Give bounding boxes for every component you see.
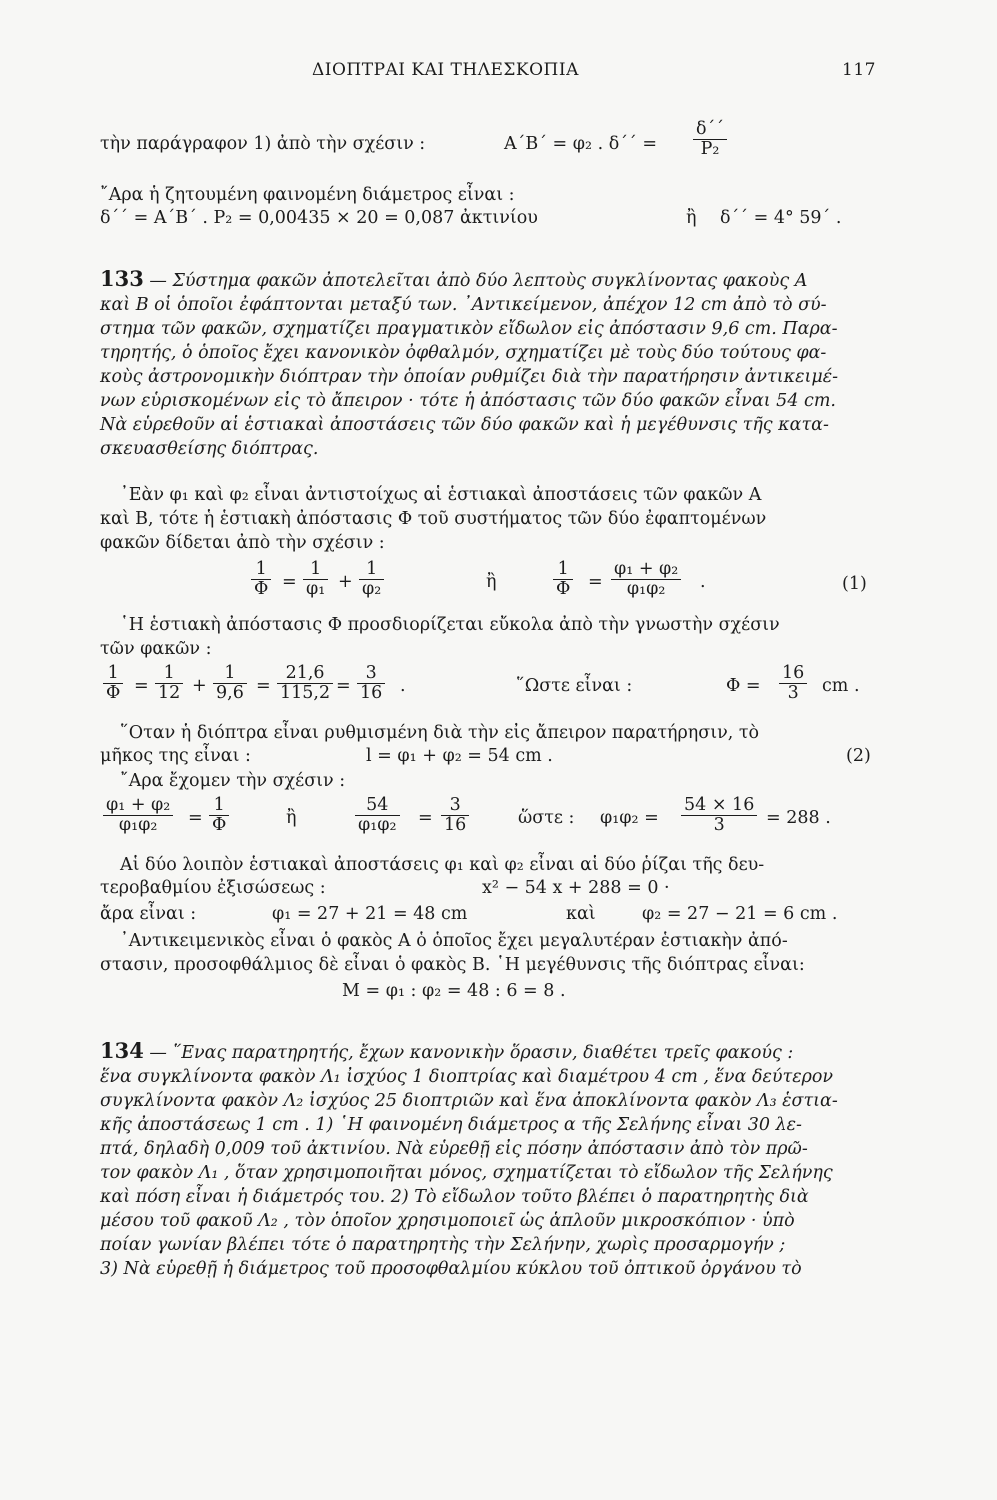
problem-134-line: κῆς ἀποστάσεως 1 cm . 1) ῾Η φαινομένη διάμετρος α τῆς Σελήνης εἶναι 30 λε- <box>100 1115 802 1135</box>
problem-134-line: ποίαν γωνίαν βλέπει τότε ὁ παρατηρητὴς τὴν Σελήνην, χωρὶς προσαρμογήν ; <box>100 1235 786 1255</box>
solution-line: φακῶν δίδεται ἀπὸ τὴν σχέσιν : <box>100 533 385 553</box>
solution-line: τῶν φακῶν : <box>100 639 212 659</box>
problem-134-line: πτά, δηλαδὴ 0,009 τοῦ ἀκτινίου. Νὰ εὑρεθῇ εἰς πόσην ἀπόστασιν ἀπὸ τὸν πρῶ- <box>100 1139 808 1159</box>
problem-133-line: σκευασθείσης διόπτρας. <box>100 439 319 459</box>
magnification-result: M = φ₁ : φ₂ = 48 : 6 = 8 . <box>342 981 566 1001</box>
problem-number: 133 <box>100 266 144 291</box>
running-title: ΔΙΟΠΤΡΑΙ ΚΑΙ ΤΗΛΕΣΚΟΠΙΑ <box>312 60 579 80</box>
equation-3: $\frac{\text{φ₁ + φ₂}}{\text{φ₁φ₂}}$ = $\frac{1}{\Phi}$ ἢ $\frac{54}{\text{φ₁φ₂}}$ = $\frac{3}{16}$ ὥστε : φ₁φ₂ = $\frac{54 \times 16}{3}$ = 288 . <box>100 796 906 848</box>
solution-line: ᾿Εὰν φ₁ καὶ φ₂ εἶναι ἀντιστοίχως αἱ ἑστιακαὶ ἀποστάσεις τῶν φακῶν A <box>120 485 762 505</box>
top-line-2: ῎Αρα ἡ ζητουμένη φαινομένη διάμετρος εἶναι : <box>100 185 515 205</box>
fraction: $\frac{\delta΄΄}{\text{P₂}}$ <box>693 120 727 159</box>
solution-line: ῎Αρα ἔχομεν τὴν σχέσιν : <box>120 771 346 791</box>
problem-133-line: νων εὑρισκομένων εἰς τὸ ἄπειρον · τότε ἡ ἀπόστασις τῶν δύο φακῶν εἶναι 54 cm. <box>100 391 836 411</box>
solution-line: Αἱ δύο λοιπὸν ἑστιακαὶ ἀποστάσεις φ₁ καὶ φ₂ εἶναι αἱ δύο ῥίζαι τῆς δευ- <box>120 855 765 875</box>
solution-line: στασιν, προσοφθάλμιος δὲ εἶναι ὁ φακὸς B. ῾Η μεγέθυνσις τῆς διόπτρας εἶναι: <box>100 955 805 975</box>
top-line-1: τὴν παράγραφον 1) ἀπὸ τὴν σχέσιν : A΄B΄ = φ₂ . δ΄΄ = $\frac{\delta΄΄}{\text{P₂}}$ <box>100 132 906 178</box>
equation-1: $\frac{1}{\Phi}$ = $\frac{1}{\text{φ₁}}$ + $\frac{1}{\text{φ₂}}$ ἢ $\frac{1}{\Phi}$ = $\frac{\text{φ₁ + φ₂}}{\text{φ₁φ₂}}$ . (1) <box>100 560 906 610</box>
equation-label: (1) <box>842 574 867 594</box>
problem-133-line: καὶ B οἱ ὁποῖοι ἐφάπτονται μεταξύ των. ᾿Αντικείμενον, ἀπέχον 12 cm ἀπὸ τὸ σύ- <box>100 295 827 315</box>
book-page: ΔΙΟΠΤΡΑΙ ΚΑΙ ΤΗΛΕΣΚΟΠΙΑ 117 τὴν παράγραφον 1) ἀπὸ τὴν σχέσιν : A΄B΄ = φ₂ . δ΄΄ = $\frac{\delta΄΄}{\text{P₂}}$ ῎Αρα ἡ ζητουμένη φαινομένη διάμετρος εἶναι : δ΄΄ = A΄B΄ . P₂ = 0,00435 × 20 = 0,087 ἀκτινίου ἢ δ΄΄ = 4° 59΄ . 133 — Σύστημα φακῶν ἀποτελεῖται ἀπὸ δύο λεπτοὺς συγκλίνοντας φακοὺς A καὶ B οἱ ὁποῖοι ἐφάπτονται μεταξύ των. ᾿Αντικείμενον, ἀπέχον 12 cm ἀπὸ τὸ σύ- στημα τῶν φακῶν, σχηματίζει πραγματικὸν εἴδωλον εἰς ἀπόστασιν 9,6 cm. Παρα- τηρητής, ὁ ὁποῖος ἔχει κανονικὸν ὀφθαλμόν, σχηματίζει μὲ τοὺς δύο τούτους φα- κοὺς ἀστρονομικὴν διόπτραν τὴν ὁποίαν ρυθμίζει διὰ τὴν παρατήρησιν ἀντικειμέ- νων εὑρισκομένων εἰς τὸ ἄπειρον · τότε ἡ ἀπόστασις τῶν δύο φακῶν εἶναι 54 cm. Νὰ εὑρεθοῦν αἱ ἑστιακαὶ ἀποστάσεις τῶν δύο φακῶν καὶ ἡ μεγέθυνσις τῆς κατα- σκευασθείσης διόπτρας. ᾿Εὰν φ₁ καὶ φ₂ εἶναι ἀντιστοίχως αἱ ἑστιακαὶ ἀποστάσεις τῶν φακῶν A καὶ B, τότε ἡ ἑστιακὴ ἀπόστασις Φ τοῦ συστήματος τῶν δύο ἐφαπτομένων φακῶν δίδεται ἀπὸ τὴν σχέσιν : $\frac{1}{\Phi}$ = $\frac{1}{\text{φ₁}}$ + $\frac{1}{\text{φ₂}}$ ἢ $\frac{1}{\Phi}$ = $\frac{\text{φ₁ + φ₂}}{\text{φ₁φ₂}}$ . (1) ῾Η ἑστιακὴ ἀπόστασις Φ προσδιορίζεται εὔκολα ἀπὸ τὴν γνωστὴν σχέσιν τῶν φακῶν : $\frac{1}{\Phi}$ = $\frac{1}{12}$ + $\frac{1}{9,6}$ = $\frac{21,6}{115,2}$ = $\frac{3}{16}$ . ῞Ωστε εἶναι : Φ = $\frac{16}{3}$ cm . ῞Οταν ἡ διόπτρα εἶναι ρυθμισμένη διὰ τὴν εἰς ἄπειρον παρατήρησιν, τὸ μῆκος της εἶναι : l = φ₁ + φ₂ = 54 cm . (2) ῎Αρα ἔχομεν τὴν σχέσιν : $\frac{\text{φ₁ + φ₂}}{\text{φ₁φ₂}}$ = $\frac{1}{\Phi}$ ἢ $\frac{54}{\text{φ₁φ₂}}$ = $\frac{3}{16}$ ὥστε : φ₁φ₂ = $\frac{54 \times 16}{3}$ = 288 . Αἱ δύο λοιπὸν ἑστιακαὶ ἀποστάσεις φ₁ καὶ φ₂ εἶναι αἱ δύο ῥίζαι τῆς δευ- τεροβαθμίου ἐξισώσεως : x² − 54 x + 288 = 0 · ἄρα εἶναι : φ₁ = 27 + 21 = 48 cm καὶ φ₂ = 27 − 21 = 6 cm . ᾿Αντικειμενικὸς εἶναι ὁ φακὸς A ὁ ὁποῖος ἔχει μεγαλυτέραν ἑστιακὴν ἀπό- στασιν, προσοφθάλμιος δὲ εἶναι ὁ φακὸς B. ῾Η μεγέθυνσις τῆς διόπτρας εἶναι: M = φ₁ : φ₂ = 48 : 6 = 8 . 134 — ῞Ενας παρατηρητής, ἔχων κανονικὴν ὅρασιν, διαθέτει τρεῖς φακούς : ἕνα συγκλίνοντα φακὸν Λ₁ ἰσχύος 1 διοπτρίας καὶ διαμέτρου 4 cm , ἕνα δεύτερον συγκλίνοντα φακὸν Λ₂ ἰσχύος 25 διοπτριῶν καὶ ἕνα ἀποκλίνοντα φακὸν Λ₃ ἑστια- κῆς ἀποστάσεως 1 cm . 1) ῾Η φαινομένη διάμετρος α τῆς Σελήνης εἶναι 30 λε- πτά, δηλαδὴ 0,009 τοῦ ἀκτινίου. Νὰ εὑρεθῇ εἰς πόσην ἀπόστασιν ἀπὸ τὸν πρῶ- τον φακὸν Λ₁ , ὅταν χρησιμοποιῆται μόνος, σχηματίζεται τὸ εἴδωλον τῆς Σελήνης καὶ πόση εἶναι ἡ διάμετρός του. 2) Τὸ εἴδωλον τοῦτο βλέπει ὁ παρατηρητὴς διὰ μέσου τοῦ φακοῦ Λ₂ , τὸν ὁποῖον χρησιμοποιεῖ ὡς ἁπλοῦν μικροσκόπιον · ὑπὸ ποίαν γωνίαν βλέπει τότε ὁ παρατηρητὴς τὴν Σελήνην, χωρὶς προσαρμογήν ; 3) Νὰ εὑρεθῇ ἡ διάμετρος τοῦ προσοφθαλμίου κύκλου τοῦ ὀπτικοῦ ὀργάνου τὸ <box>0 0 997 1500</box>
solution-line: καὶ B, τότε ἡ ἑστιακὴ ἀπόστασις Φ τοῦ συστήματος τῶν δύο ἐφαπτομένων <box>100 509 767 529</box>
problem-133-line: κοὺς ἀστρονομικὴν διόπτραν τὴν ὁποίαν ρυθμίζει διὰ τὴν παρατήρησιν ἀντικειμέ- <box>100 367 839 387</box>
solution-line: ῞Οταν ἡ διόπτρα εἶναι ρυθμισμένη διὰ τὴν εἰς ἄπειρον παρατήρησιν, τὸ <box>120 723 760 743</box>
equation-2: $\frac{1}{\Phi}$ = $\frac{1}{12}$ + $\frac{1}{9,6}$ = $\frac{21,6}{115,2}$ = $\frac{3}{16}$ . ῞Ωστε εἶναι : Φ = $\frac{16}{3}$ cm . <box>100 664 906 716</box>
page-number: 117 <box>842 60 876 80</box>
problem-134-line: καὶ πόση εἶναι ἡ διάμετρός του. 2) Τὸ εἴδωλον τοῦτο βλέπει ὁ παρατηρητὴς διὰ <box>100 1187 809 1207</box>
problem-133-line: τηρητής, ὁ ὁποῖος ἔχει κανονικὸν ὀφθαλμόν, σχηματίζει μὲ τοὺς δύο τούτους φα- <box>100 343 827 363</box>
problem-134-line: μέσου τοῦ φακοῦ Λ₂ , τὸν ὁποῖον χρησιμοποιεῖ ὡς ἁπλοῦν μικροσκόπιον · ὑπὸ <box>100 1211 795 1231</box>
solution-line: ᾿Αντικειμενικὸς εἶναι ὁ φακὸς A ὁ ὁποῖος ἔχει μεγαλυτέραν ἑστιακὴν ἀπό- <box>120 931 788 951</box>
problem-134-line: τον φακὸν Λ₁ , ὅταν χρησιμοποιῆται μόνος, σχηματίζεται τὸ εἴδωλον τῆς Σελήνης <box>100 1163 833 1183</box>
problem-134-line: συγκλίνοντα φακὸν Λ₂ ἰσχύος 25 διοπτριῶν καὶ ἕνα ἀποκλίνοντα φακὸν Λ₃ ἑστια- <box>100 1091 838 1111</box>
problem-134-line: 134 — ῞Ενας παρατηρητής, ἔχων κανονικὴν ὅρασιν, διαθέτει τρεῖς φακούς : <box>100 1038 794 1063</box>
solution-line: ῾Η ἑστιακὴ ἀπόστασις Φ προσδιορίζεται εὔκολα ἀπὸ τὴν γνωστὴν σχέσιν <box>120 615 780 635</box>
problem-133-line: Νὰ εὑρεθοῦν αἱ ἑστιακαὶ ἀποστάσεις τῶν δύο φακῶν καὶ ἡ μεγέθυνσις τῆς κατα- <box>100 415 829 435</box>
problem-133-line: 133 — Σύστημα φακῶν ἀποτελεῖται ἀπὸ δύο λεπτοὺς συγκλίνοντας φακοὺς A <box>100 266 808 291</box>
problem-134-line: ἕνα συγκλίνοντα φακὸν Λ₁ ἰσχύος 1 διοπτρίας καὶ διαμέτρου 4 cm , ἕνα δεύτερον <box>100 1067 834 1087</box>
problem-134-line: 3) Νὰ εὑρεθῇ ἡ διάμετρος τοῦ προσοφθαλμίου κύκλου τοῦ ὀπτικοῦ ὀργάνου τὸ <box>100 1259 802 1279</box>
problem-133-line: στημα τῶν φακῶν, σχηματίζει πραγματικὸν εἴδωλον εἰς ἀπόστασιν 9,6 cm. Παρα- <box>100 319 838 339</box>
problem-number: 134 <box>100 1038 144 1063</box>
